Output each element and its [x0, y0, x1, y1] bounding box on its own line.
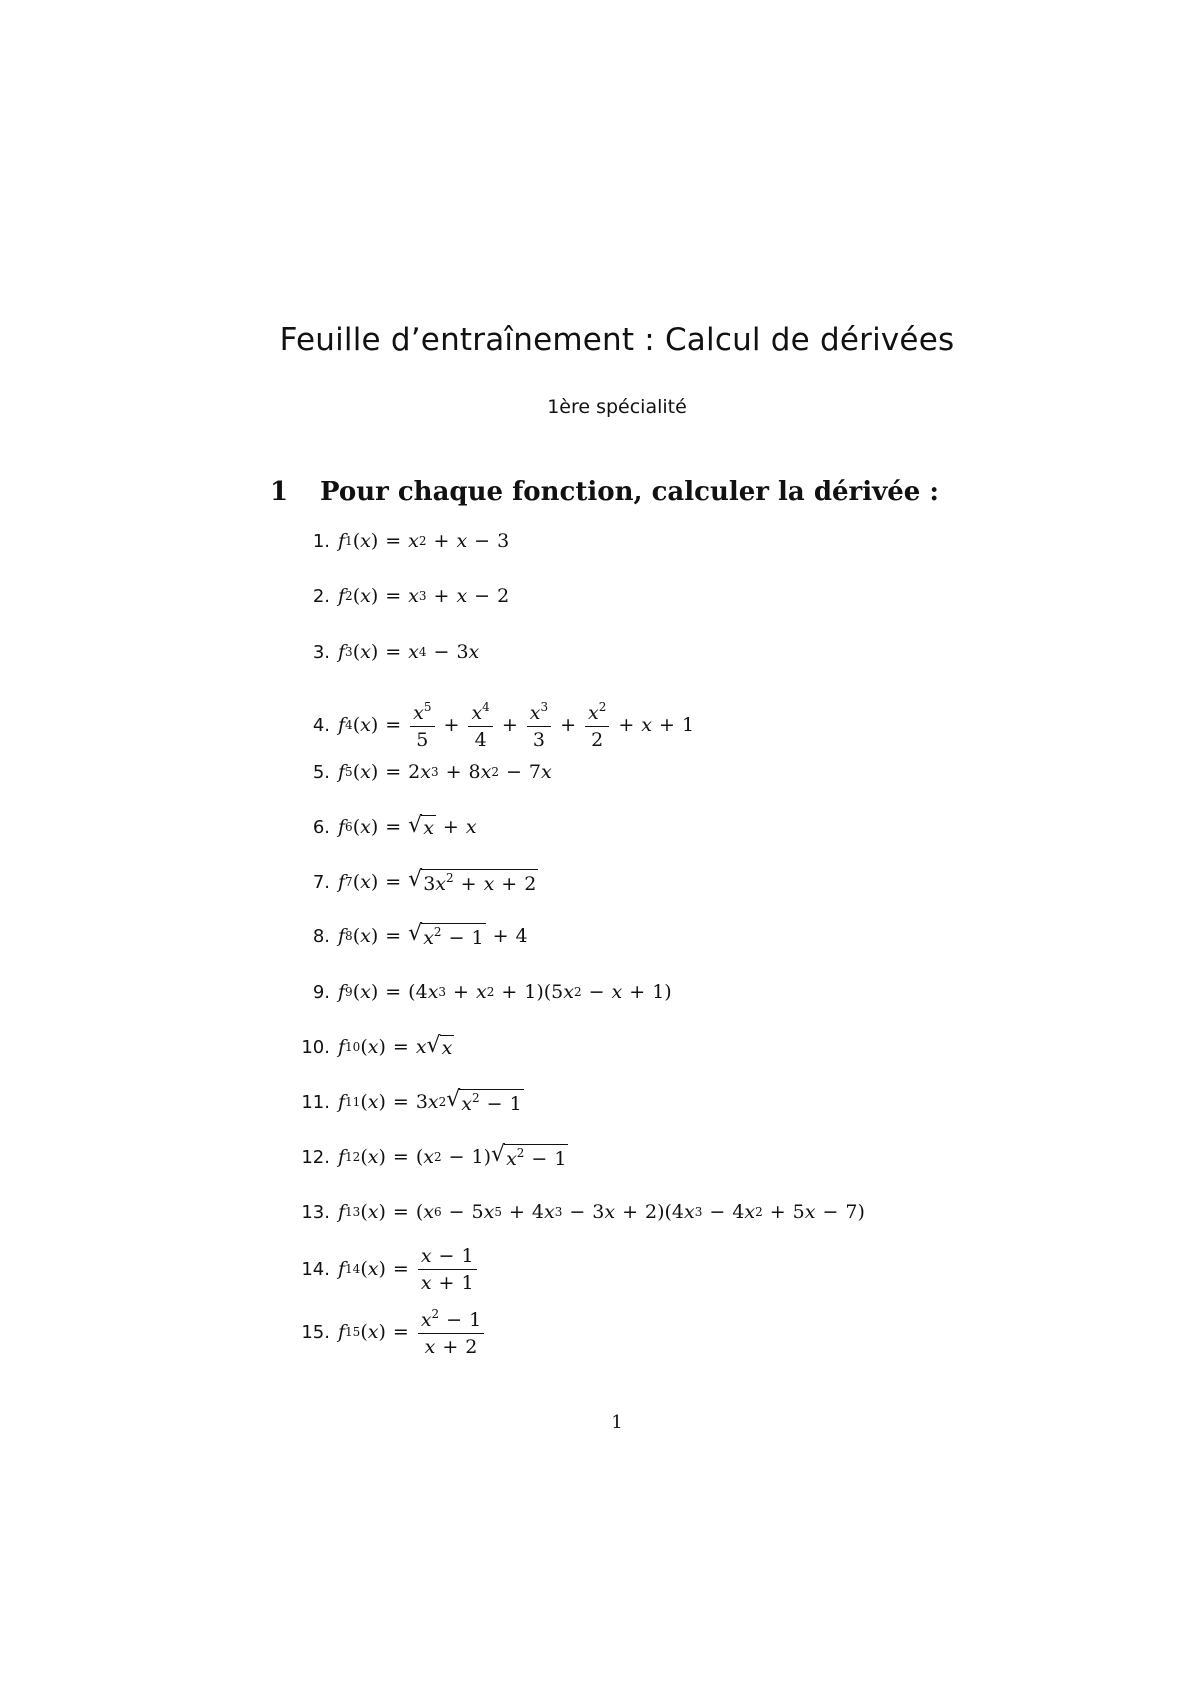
section-number: 1 — [270, 477, 289, 507]
item-number: 6. — [312, 816, 330, 838]
item-number: 9. — [312, 981, 330, 1003]
formula: f 6 ( x ) = √ x + x — [338, 813, 477, 839]
formula: f 1 ( x ) = x 2 + x − 3 — [338, 530, 510, 552]
page-number: 1 — [611, 1412, 623, 1433]
item-number: 11. — [301, 1091, 330, 1113]
item-number: 1. — [312, 530, 330, 552]
item-number: 14. — [301, 1258, 330, 1280]
exercise-item-15 — [260, 1302, 486, 1362]
formula: f 11 ( x ) = 3 x 2 √ $x^2 - 1$ — [338, 1087, 522, 1115]
formula: f 9 ( x ) = (4 x 3 + x 2 + 1)(5 x 2 − x + 1) — [338, 981, 672, 1003]
page-subtitle: 1ère spécialité — [547, 396, 687, 418]
exercise-item-8 — [260, 916, 528, 956]
formula: f 15 ( x ) = $\frac{x^2 - 1}{x + 2}$ — [338, 1307, 486, 1358]
exercise-item-5 — [260, 752, 552, 792]
formula: f 5 ( x ) = 2 x 3 + 8 x 2 − 7 x — [338, 761, 552, 783]
exercise-item-1 — [260, 521, 509, 561]
item-number: 3. — [312, 641, 330, 663]
item-number: 8. — [312, 925, 330, 947]
exercise-item-13 — [260, 1192, 865, 1232]
exercise-item-10 — [260, 1027, 454, 1067]
formula: f 4 ( x ) = $\frac{x^5}{5}$ + $\frac{x^4}{4}$ + $\frac{x^3}{3}$ + $\frac{x^2}{2}$ + x + 1 — [338, 699, 695, 751]
exercise-item-3 — [260, 632, 479, 672]
item-number: 7. — [312, 871, 330, 893]
formula: f 12 ( x ) = ( x 2 − 1) √ $x^2 - 1$ — [338, 1142, 567, 1170]
exercise-item-12 — [260, 1137, 568, 1177]
item-number: 15. — [301, 1321, 330, 1343]
item-number: 12. — [301, 1146, 330, 1168]
section-heading — [270, 477, 939, 507]
item-number: 2. — [312, 585, 330, 607]
exercise-item-11 — [260, 1082, 524, 1122]
exercise-item-7 — [260, 862, 538, 902]
item-number: 4. — [312, 714, 330, 736]
exercise-item-4 — [260, 695, 694, 755]
item-number: 10. — [301, 1036, 330, 1058]
formula: f 14 ( x ) = $\frac{x - 1}{x + 1}$ — [338, 1245, 479, 1294]
exercise-item-9 — [260, 972, 672, 1012]
section-title: Pour chaque fonction, calculer la dérivée : — [320, 477, 939, 507]
formula: f 2 ( x ) = x 3 + x − 2 — [338, 585, 510, 607]
exercise-item-6 — [260, 807, 477, 847]
exercise-item-2 — [260, 576, 509, 616]
item-number: 13. — [301, 1201, 330, 1223]
item-number: 5. — [312, 761, 330, 783]
formula: f 3 ( x ) = x 4 − 3 x — [338, 641, 480, 663]
formula: f 13 ( x ) = ( x 6 − 5 x 5 + 4 x 3 − 3 x + 2)(4 x 3 − 4 x 2 + 5 x − 7) — [338, 1201, 865, 1223]
formula: f 10 ( x ) = x √ x — [338, 1033, 453, 1059]
exercise-item-14 — [260, 1239, 479, 1299]
page-title: Feuille d’entraînement : Calcul de dérivées — [279, 322, 955, 358]
formula: f 7 ( x ) = √ $3x^2 + x + 2$ — [338, 867, 537, 895]
formula: f 8 ( x ) = √ $x^2 - 1$ + 4 — [338, 921, 528, 949]
